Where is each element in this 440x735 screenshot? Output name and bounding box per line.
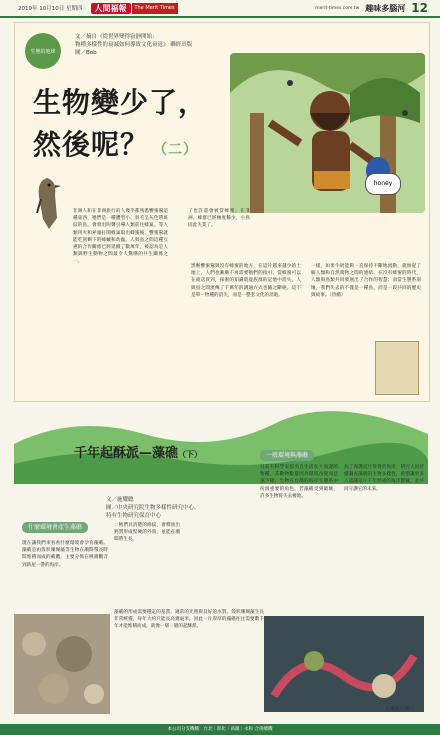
page-number: 12: [411, 1, 428, 15]
top-article: [14, 22, 430, 402]
body-column: 現在讓我們來看看什麼環境會孕育藻礁。藻礁是由殼狀珊瑚藻等生物在潮間帶長時間堆積而成的礁體，主要分佈在桃園觀音到新屋一帶的海岸。: [22, 541, 108, 568]
body-column: 非洲人和在非洲旅行的人幾乎都熟悉響蜜鴷這種東西，牠們是一種體型小、羽毛呈灰色帶斑紋的鳥，會發出叫聲引導人類前往蜂巢。等人類用火和斧頭打開蜂巢取出蜂蜜後，響蜜鴷就能吃到剩下的蜂蠟和幼蟲。人與鳥之間這種互惠的合作關係已經延續了數萬年，被認為是人類與野生動物之間最令人驚嘆的共生關係之一。: [73, 209, 168, 265]
newspaper-logo: 人間福報: [91, 3, 131, 14]
body-column: 黑喉響蜜鴷與沒有蜂蜜的地方，在這片越來越少的土地上，人們也漸漸不再需要牠們的指引。當蜂蜜可以在商店買到，採蜜的知識就從族群的記憶中消失，人與鳥之間流傳了千萬年的溝通方式也隨之斷絕。這不是單一物種的消失，而是一整套文化的消逝。: [191, 264, 301, 298]
page-header: [0, 0, 440, 18]
body-column: 一樣，如果牛奶能夠一直保持不斷地流動，就無從了解人類和自然萬物之間的連結。在沒有蜂蜜的時代，人類與鳥類共同發展出了合作的智慧；而當生態系崩壞，我們失去的不僅是一種鳥，而是一段共同的歷史與故事。（待續）: [311, 264, 421, 298]
title-part: （下）: [178, 450, 203, 459]
subheading-tag: 什麼環境會產生藻礁: [22, 522, 88, 533]
body-column: ：牠們具清楚的條紋，會釋放出鈣質形成堅硬的外殼，並能在潮間帶生長。: [114, 523, 180, 543]
title-text: 千年起酥派—藻礁: [74, 446, 179, 461]
website-url: merit-times.com.tw: [315, 5, 360, 11]
byline-line: 物種多樣性的衰減如何導致文化衰退》 聯經出版: [75, 42, 193, 48]
byline-line: 文／施耀聰: [106, 497, 134, 503]
byline-line: 文／摘自《從世界變得寂靜開始：: [75, 34, 158, 40]
title-text: 然後呢？: [33, 128, 150, 161]
book-cover-image: [375, 341, 419, 395]
body-column: 目前有科學家提出自生活在大海邊的物種，其動物數量因為環境改變而急速下降。生物在台灣的海岸生態系中扮演重要的角色，若藻礁受到破壞，許多生物將失去棲地。: [260, 465, 338, 499]
subheading-tag: 一般環境與藻礁: [260, 450, 314, 461]
page-footer: 本公司分支機構：台北｜彰化｜高雄｜永和 合併總機: [0, 724, 440, 735]
article-body: [73, 208, 423, 398]
byline-line: 特有生物研究保育中心: [106, 513, 162, 519]
algal-reef-photo: [14, 614, 110, 714]
honeyguide-bird-icon: [27, 173, 67, 231]
article-title-line1: 生物變少了，: [33, 86, 208, 119]
honey-jar-label: honey: [365, 173, 401, 195]
newspaper-logo-sub: The Merit Times: [132, 3, 178, 14]
article-byline: [106, 496, 266, 520]
byline-line: 圖／中央研究院生物多樣性研究中心、: [106, 505, 200, 511]
column-badge: 生態的地球: [25, 33, 61, 69]
issue-date: 2019年 10月10日 星期四: [18, 6, 83, 12]
byline-line: 圖／Bob: [75, 50, 97, 56]
photo-caption: 紅藻照片/圖片: [386, 707, 415, 712]
body-column: 了也許還會被當蜂蜜。在非洲，蜂群已經極度稀少，小鳥因此失業了。: [188, 209, 250, 229]
bottom-article: [14, 404, 428, 722]
section-title: 趣味多腦河: [365, 3, 406, 13]
article-title-line2: [33, 123, 198, 163]
body-column: 為了保護這片珍貴的海岸，研究人員持續調查藻礁的生物多樣性，希望讓更多人認識這片千年形成的海洋寶藏，並共同守護它的未來。: [344, 465, 424, 492]
title-part: （二）: [153, 142, 199, 158]
red-algae-photo: [264, 616, 424, 712]
body-column: 藻礁的形成需要穩定的基質、適當的光照與良好的水質。殼狀珊瑚藻生長非常緩慢，每年大約只能長高幾毫米，因此一片厚厚的藻礁往往需要數千年才能堆積而成，就像一層一層的起酥派。: [114, 610, 264, 630]
article-title: [74, 442, 202, 461]
